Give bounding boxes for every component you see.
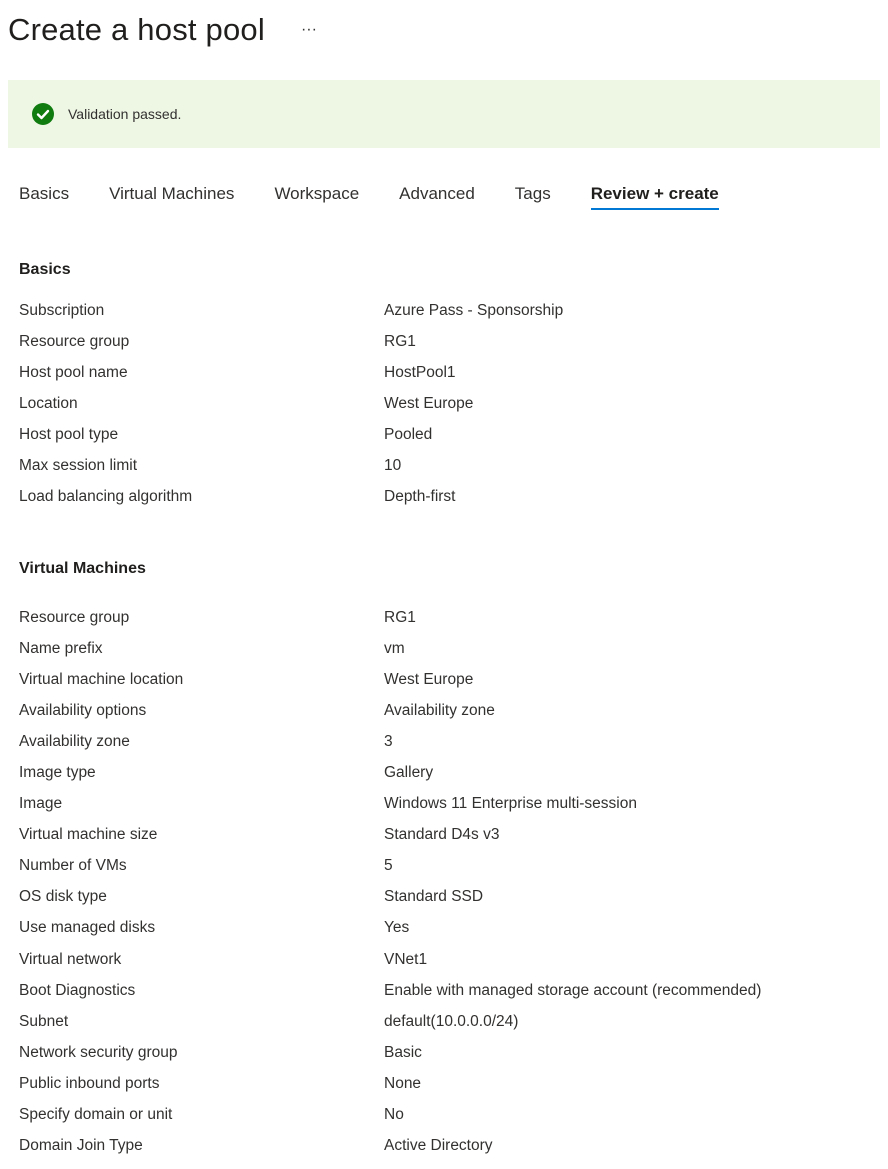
summary-row: [19, 726, 879, 757]
summary-value: Gallery: [384, 764, 434, 782]
tab-virtual-machines[interactable]: Virtual Machines: [109, 184, 235, 203]
summary-label: Subscription: [19, 301, 105, 319]
summary-label: Host pool name: [19, 363, 128, 381]
summary-row: [19, 1006, 879, 1037]
summary-value: Yes: [384, 919, 410, 937]
summary-label: Host pool type: [19, 425, 119, 443]
summary-row: [19, 326, 879, 357]
summary-value: 3: [384, 732, 393, 750]
summary-label: Location: [19, 394, 78, 412]
section-title-virtual-machines: Virtual Machines: [19, 560, 146, 577]
summary-value: Standard SSD: [384, 888, 484, 906]
validation-message: Validation passed.: [68, 106, 182, 122]
summary-row: [19, 944, 879, 975]
vm-rows: [19, 602, 879, 1162]
page-header: [8, 8, 317, 52]
summary-value: Active Directory: [384, 1137, 493, 1155]
tab-basics[interactable]: Basics: [19, 184, 70, 203]
summary-value: VNet1: [384, 950, 428, 968]
summary-label: Name prefix: [19, 639, 103, 657]
summary-label: Use managed disks: [19, 919, 156, 937]
summary-label: Load balancing algorithm: [19, 488, 193, 506]
summary-row: [19, 820, 879, 851]
summary-label: OS disk type: [19, 888, 107, 906]
check-circle-icon: [32, 103, 54, 125]
summary-label: Virtual machine size: [19, 826, 158, 844]
summary-label: Public inbound ports: [19, 1074, 160, 1092]
summary-value: Standard D4s v3: [384, 826, 500, 844]
summary-row: [19, 482, 879, 513]
summary-row: [19, 1100, 879, 1131]
summary-row: [19, 419, 879, 450]
summary-row: [19, 882, 879, 913]
summary-label: Max session limit: [19, 457, 137, 475]
summary-value: HostPool1: [384, 363, 456, 381]
tab-workspace[interactable]: Workspace: [274, 184, 360, 203]
summary-value: 10: [384, 457, 402, 475]
summary-label: Resource group: [19, 332, 130, 350]
summary-row: [19, 1068, 879, 1099]
summary-label: Resource group: [19, 608, 130, 626]
summary-row: [19, 1037, 879, 1068]
summary-row: [19, 664, 879, 695]
summary-value: RG1: [384, 332, 416, 350]
summary-value: None: [384, 1074, 422, 1092]
section-title-basics: Basics: [19, 261, 71, 278]
summary-row: [19, 913, 879, 944]
more-options-button[interactable]: ···: [300, 21, 317, 38]
summary-label: Boot Diagnostics: [19, 981, 136, 999]
summary-row: [19, 975, 879, 1006]
summary-label: Image type: [19, 764, 96, 782]
wizard-tabs: [19, 184, 759, 220]
summary-value: Azure Pass - Sponsorship: [384, 301, 564, 319]
summary-value: West Europe: [384, 394, 474, 412]
summary-value: default(10.0.0.0/24): [384, 1012, 519, 1030]
summary-value: vm: [384, 639, 405, 657]
summary-row: [19, 757, 879, 788]
summary-label: Availability options: [19, 701, 147, 719]
summary-row: [19, 295, 879, 326]
summary-label: Virtual machine location: [19, 670, 184, 688]
summary-value: 5: [384, 857, 393, 875]
summary-value: Basic: [384, 1043, 422, 1061]
summary-value: Pooled: [384, 425, 433, 443]
summary-value: Availability zone: [384, 701, 495, 719]
summary-label: Image: [19, 795, 63, 813]
summary-row: [19, 357, 879, 388]
summary-label: Availability zone: [19, 732, 130, 750]
summary-label: Subnet: [19, 1012, 69, 1030]
tab-tags[interactable]: Tags: [514, 184, 551, 203]
summary-label: Domain Join Type: [19, 1137, 143, 1155]
summary-row: [19, 388, 879, 419]
summary-value: No: [384, 1106, 404, 1124]
summary-label: Network security group: [19, 1043, 178, 1061]
basics-rows: [19, 295, 879, 513]
summary-value: Windows 11 Enterprise multi-session: [384, 795, 637, 813]
summary-row: [19, 1131, 879, 1162]
summary-label: Number of VMs: [19, 857, 127, 875]
summary-row: [19, 450, 879, 481]
summary-label: Specify domain or unit: [19, 1106, 173, 1124]
summary-row: [19, 633, 879, 664]
summary-value: Enable with managed storage account (recommended): [384, 981, 762, 999]
page-title: Create a host pool: [8, 12, 265, 47]
tab-review-create[interactable]: Review + create: [591, 184, 719, 218]
summary-value: RG1: [384, 608, 416, 626]
summary-value: Depth-first: [384, 488, 456, 506]
validation-banner: [8, 80, 880, 148]
summary-label: Virtual network: [19, 950, 122, 968]
summary-value: West Europe: [384, 670, 474, 688]
summary-row: [19, 789, 879, 820]
summary-row: [19, 695, 879, 726]
summary-row: [19, 851, 879, 882]
summary-row: [19, 602, 879, 633]
tab-advanced[interactable]: Advanced: [399, 184, 475, 203]
